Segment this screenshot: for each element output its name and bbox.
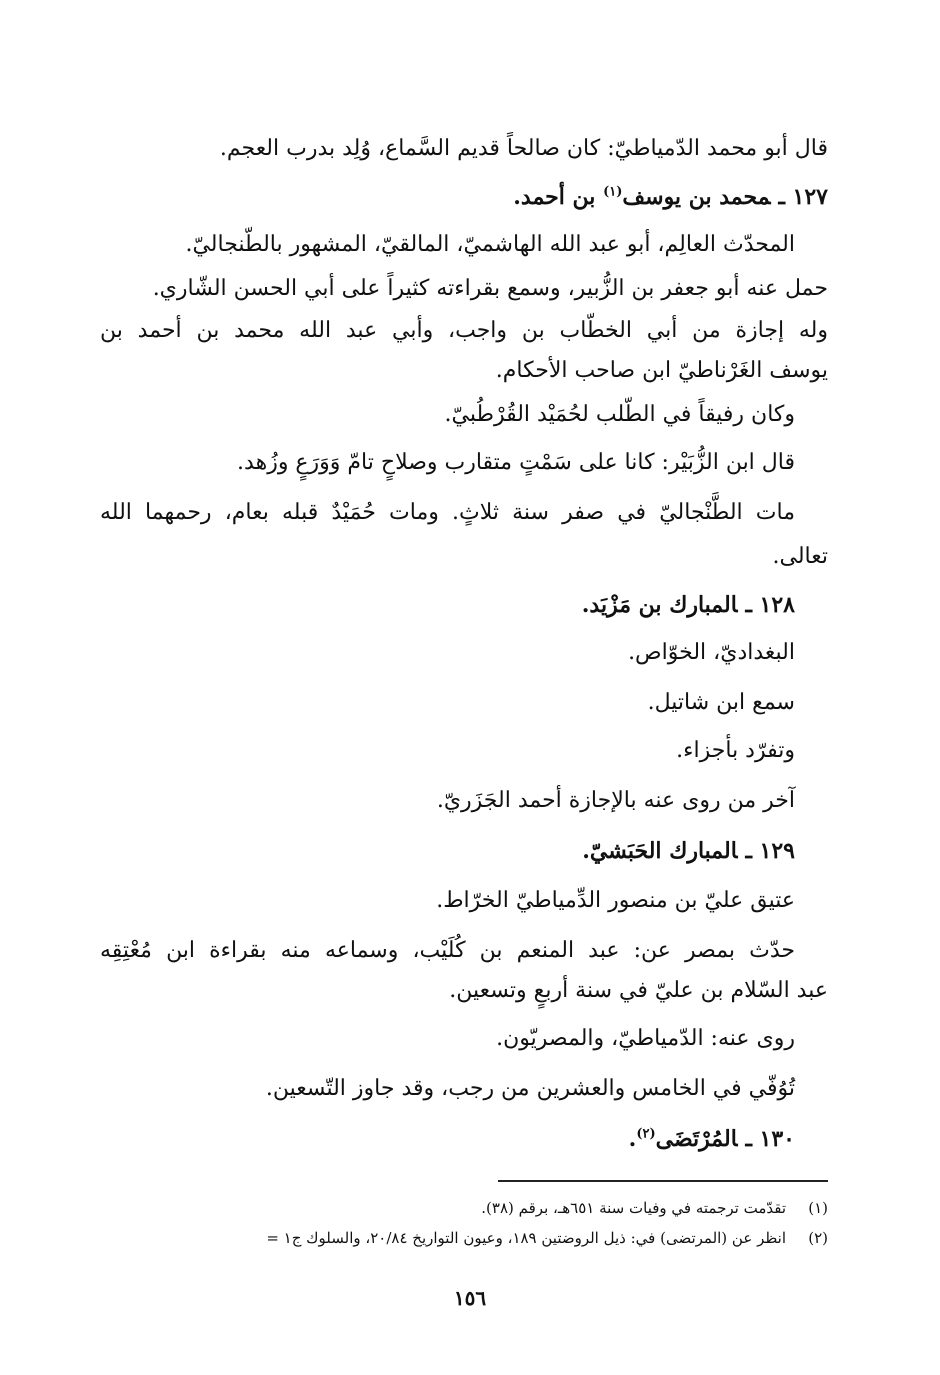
text-line: آخر من روى عنه بالإجازة أحمد الجَزَريّ. bbox=[436, 788, 795, 813]
text-line: قال ابن الزُّبَيْر: كانا على سَمْتٍ متقارب وصلاحٍ تامّ وَوَرَعٍ وزُهد. bbox=[237, 450, 795, 475]
footnote-ref: (١) bbox=[603, 184, 623, 200]
footnote-mark: (١) bbox=[808, 1199, 828, 1217]
text-line: يوسف الغَرْناطيّ ابن صاحب الأحكام. bbox=[495, 358, 828, 383]
entry-heading-128 bbox=[100, 580, 795, 630]
entry-heading-130 bbox=[100, 1114, 795, 1164]
entry-number: ١٢٨ ـ bbox=[745, 592, 795, 618]
text-line: وله إجازة من أبي الخطّاب بن واجب، وأبي عبد الله محمد بن أحمد بن bbox=[100, 318, 828, 343]
footnote-2 bbox=[88, 1226, 828, 1250]
text-line: تُوُفّي في الخامس والعشرين من رجب، وقد جاوز التّسعين. bbox=[265, 1076, 795, 1101]
footnote-text: انظر عن (المرتضى) في: ذيل الروضتين ١٨٩، وعيون التواريخ ٢٠/٨٤، والسلوك ج١ = bbox=[266, 1229, 786, 1247]
entry-name-tail: بن أحمد. bbox=[513, 184, 604, 210]
text-line: مات الطَّنْجاليّ في صفر سنة ثلاثٍ. ومات حُمَيْدٌ قبله بعام، رحمهما الله bbox=[100, 500, 795, 525]
entry-name: المبارك بن مَزْيَد. bbox=[581, 592, 738, 618]
text-line: تعالى. bbox=[772, 544, 828, 569]
entry-number: ١٣٠ ـ bbox=[745, 1126, 795, 1152]
entry-name-tail: . bbox=[628, 1126, 637, 1152]
text-line: البغداديّ، الخوّاص. bbox=[628, 640, 795, 665]
entry-number: ١٢٧ ـ bbox=[778, 184, 828, 210]
footnote-text: تقدّمت ترجمته في وفيات سنة ٦٥١هـ، برقم (٣٨). bbox=[481, 1199, 786, 1217]
text-line: عتيق عليّ بن منصور الدِّمياطيّ الخرّاط. bbox=[436, 888, 795, 913]
page-number: ١٥٦ bbox=[453, 1286, 487, 1310]
text-line: وكان رفيقاً في الطّلب لحُمَيْد القُرْطُبيّ. bbox=[444, 402, 795, 427]
text-line: المحدّث العالِم، أبو عبد الله الهاشميّ، المالقيّ، المشهور بالطّنجاليّ. bbox=[185, 232, 795, 257]
entry-heading-129 bbox=[100, 826, 795, 876]
entry-name: محمد بن يوسف bbox=[622, 184, 771, 210]
entry-name: المُرْتَضَى bbox=[655, 1126, 738, 1152]
entry-heading-127 bbox=[100, 172, 828, 222]
entry-number: ١٢٩ ـ bbox=[745, 838, 795, 864]
text-line: حمل عنه أبو جعفر بن الزُّبير، وسمع بقراءته كثيراً على أبي الحسن الشّاري. bbox=[152, 276, 828, 301]
footnote-ref: (٢) bbox=[636, 1126, 656, 1142]
footnote-divider bbox=[498, 1180, 828, 1182]
text-line: روى عنه: الدّمياطيّ، والمصريّون. bbox=[496, 1026, 795, 1051]
footnote-1 bbox=[88, 1196, 828, 1220]
text-line: وتفرّد بأجزاء. bbox=[676, 738, 795, 763]
footnote-mark: (٢) bbox=[808, 1229, 828, 1247]
text-line: قال أبو محمد الدّمياطيّ: كان صالحاً قديم السَّماع، وُلِد بدرب العجم. bbox=[219, 136, 828, 161]
text-line: سمع ابن شاتيل. bbox=[647, 690, 795, 715]
entry-name: المبارك الحَبَشيّ. bbox=[582, 838, 738, 864]
text-line: عبد السّلام بن عليّ في سنة أربعٍ وتسعين. bbox=[449, 978, 828, 1003]
text-line: حدّث بمصر عن: عبد المنعم بن كُلَيْب، وسماعه منه بقراءة ابن مُعْتِقِه bbox=[100, 938, 795, 963]
